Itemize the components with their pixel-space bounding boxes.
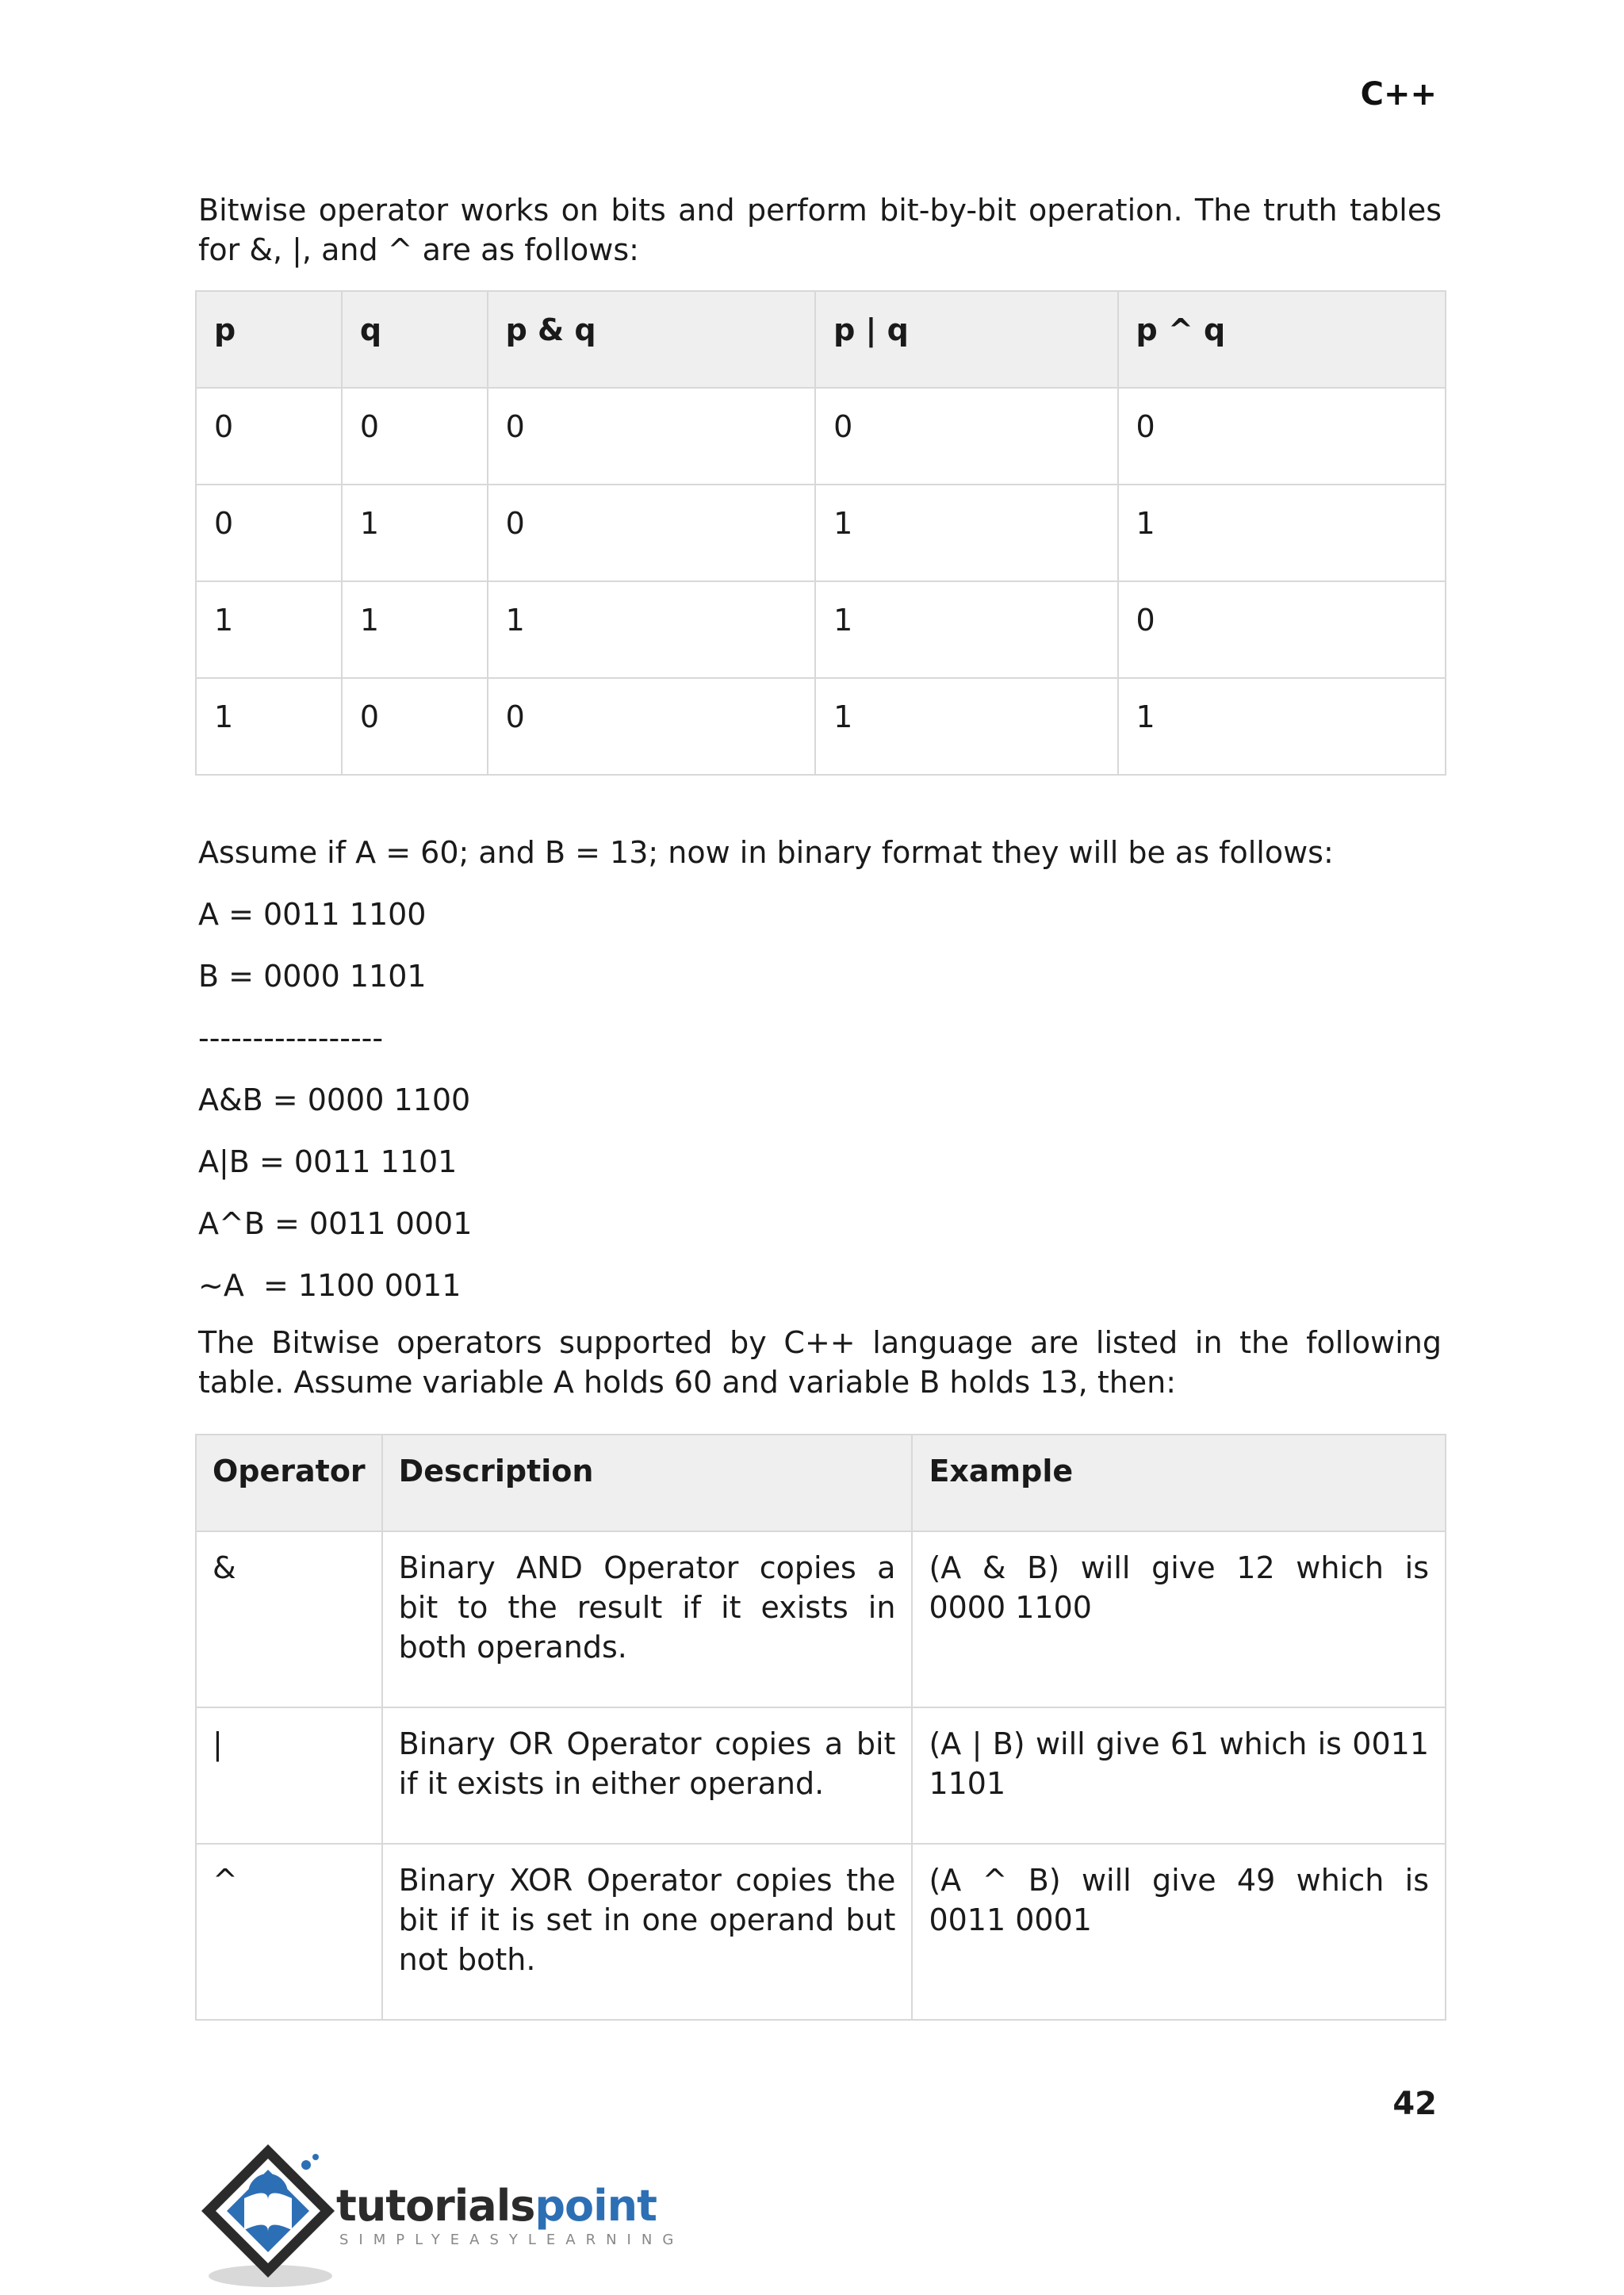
truth-cell: 1 [342,581,488,678]
operators-header-row [196,1435,1446,1531]
table-row [196,581,1446,678]
page-header-title: C++ [1360,76,1437,113]
example-cell: (A ^ B) will give 49 which is 0011 0001 [912,1844,1446,2020]
table-row [196,388,1446,485]
logo-wordmark-dark: tutorials [336,2181,535,2231]
binary-line: A|B = 0011 1101 [198,1144,458,1179]
truth-cell: 0 [488,388,815,485]
binary-line: A&B = 0000 1100 [198,1082,471,1117]
example-cell: (A & B) will give 12 which is 0000 1100 [912,1531,1446,1707]
truth-table [195,290,1446,776]
truth-cell: 0 [488,485,815,581]
binary-line: B = 0000 1101 [198,959,427,994]
truth-cell: 1 [196,678,342,775]
table-row [196,678,1446,775]
table-row [196,1531,1446,1707]
truth-cell: 1 [1118,485,1446,581]
truth-cell: 0 [342,388,488,485]
operators-header-cell: Operator [196,1435,382,1531]
assume-text: Assume if A = 60; and B = 13; now in binary format they will be as follows: [198,835,1334,870]
logo-diamond-icon [195,2141,338,2292]
table-row [196,1707,1446,1844]
binary-line: A^B = 0011 0001 [198,1206,473,1241]
truth-header-cell: q [342,291,488,388]
truth-cell: 1 [815,678,1117,775]
operators-table [195,1434,1446,2021]
truth-cell: 1 [196,581,342,678]
truth-cell: 0 [815,388,1117,485]
truth-table-header-row [196,291,1446,388]
truth-cell: 0 [488,678,815,775]
intro-paragraph: Bitwise operator works on bits and perform bit-by-bit operation. The truth tables for &, |, and ^ are as follows: [198,193,1442,267]
page-content [198,190,1442,2021]
table-row [196,1844,1446,2020]
truth-header-cell: p ^ q [1118,291,1446,388]
operator-cell: ^ [196,1844,382,2020]
operator-cell: | [196,1707,382,1844]
truth-cell: 0 [342,678,488,775]
truth-cell: 1 [1118,678,1446,775]
truth-cell: 0 [196,485,342,581]
logo-wordmark-blue: point [534,2181,657,2231]
truth-header-cell: p [196,291,342,388]
truth-cell: 1 [342,485,488,581]
truth-header-cell: p | q [815,291,1117,388]
description-cell: Binary OR Operator copies a bit if it exists in either operand. [382,1707,913,1844]
operators-intro-paragraph: The Bitwise operators supported by C++ language are listed in the following table. Assume variable A holds 60 and variable B holds 13, then: [198,1325,1442,1400]
logo-tagline: SIMPLYEASYLEARNING [339,2232,684,2248]
binary-example-block [198,833,1442,1305]
operators-header-cell: Example [912,1435,1446,1531]
logo-wordmark [336,2181,657,2231]
truth-cell: 0 [1118,388,1446,485]
page-number: 42 [1392,2086,1437,2122]
truth-cell: 0 [196,388,342,485]
truth-cell: 1 [815,485,1117,581]
tutorialspoint-logo [195,2141,687,2292]
description-cell: Binary AND Operator copies a bit to the result if it exists in both operands. [382,1531,913,1707]
description-cell: Binary XOR Operator copies the bit if it is set in one operand but not both. [382,1844,913,2020]
truth-cell: 0 [1118,581,1446,678]
truth-header-cell: p & q [488,291,815,388]
table-row [196,485,1446,581]
operators-header-cell: Description [382,1435,913,1531]
truth-cell: 1 [488,581,815,678]
binary-line: A = 0011 1100 [198,897,427,932]
example-cell: (A | B) will give 61 which is 0011 1101 [912,1707,1446,1844]
binary-separator: ----------------- [198,1021,384,1056]
binary-line: ~A = 1100 0011 [198,1268,462,1303]
operator-cell: & [196,1531,382,1707]
truth-cell: 1 [815,581,1117,678]
